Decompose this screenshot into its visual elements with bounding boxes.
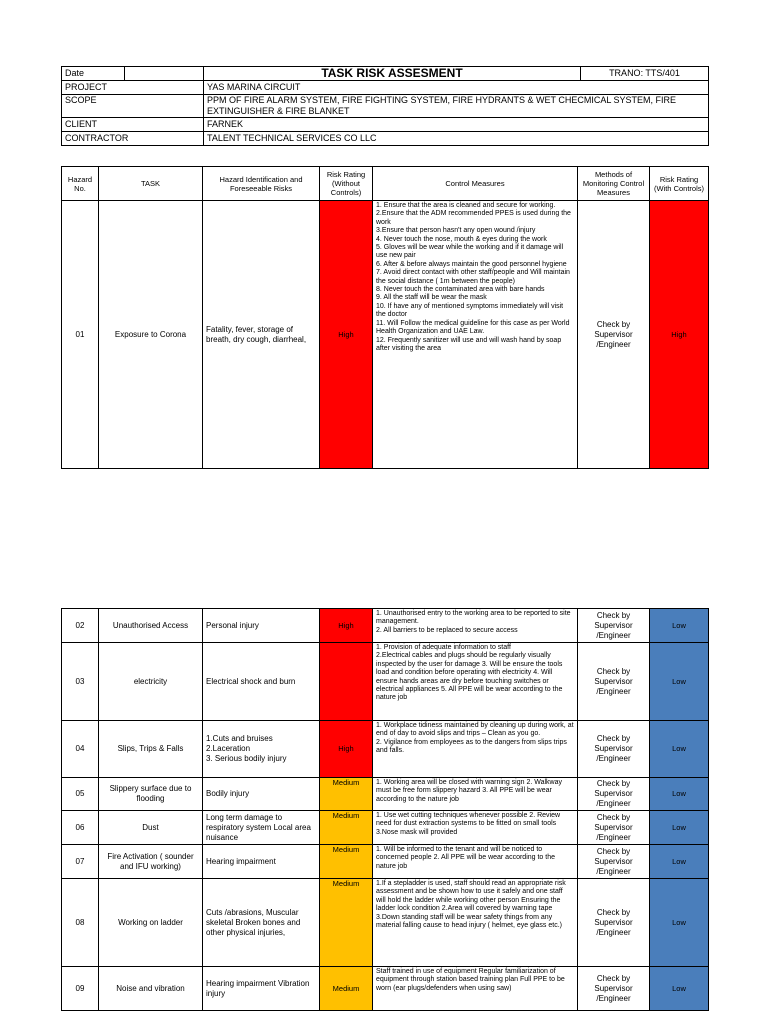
- table-row: [62, 811, 709, 845]
- hazard-no: 03: [62, 643, 99, 721]
- table-row: [62, 845, 709, 879]
- contractor-label: CONTRACTOR: [62, 132, 204, 146]
- col-risk-with: Risk Rating (With Controls): [650, 167, 709, 201]
- table-row: [62, 201, 709, 469]
- table-row: [62, 778, 709, 811]
- risk-without: Medium: [320, 811, 373, 845]
- hazard-no: 05: [62, 778, 99, 811]
- control-measures: 1. Will be informed to the tenant and will be noticed to concerned people 2. All PPE will be wear according to the nature job: [373, 845, 578, 879]
- risk-with: Low: [650, 967, 709, 1011]
- document-title: TASK RISK ASSESMENT: [204, 67, 581, 81]
- scope-value: PPM OF FIRE ALARM SYSTEM, FIRE FIGHTING SYSTEM, FIRE HYDRANTS & WET CHECMICAL SYSTEM, FIRE EXTINGUISHER & FIRE BLANKET: [204, 95, 709, 118]
- col-task: TASK: [99, 167, 203, 201]
- col-hazard-no: Hazard No.: [62, 167, 99, 201]
- hazard: 1.Cuts and bruises 2.Laceration 3. Serious bodily injury: [203, 721, 320, 778]
- hazard: Fatality, fever, storage of breath, dry cough, diarrheal,: [203, 201, 320, 469]
- methods: Check by Supervisor /Engineer: [578, 201, 650, 469]
- hazard-no: 09: [62, 967, 99, 1011]
- col-methods: Methods of Monitoring Control Measures: [578, 167, 650, 201]
- control-measures: 1. Working area will be closed with warning sign 2. Walkway must be free form slippery hazard 3. All PPE will be wear according to the nature job: [373, 778, 578, 811]
- table-row: [62, 721, 709, 778]
- table-row: [62, 609, 709, 643]
- col-risk-without: Risk Rating (Without Controls): [320, 167, 373, 201]
- control-measures: 1. Use wet cutting techniques whenever possible 2. Review need for dust extraction systems to be fitted on small tools 3.Nose mask will provided: [373, 811, 578, 845]
- hazard: Hearing impairment Vibration injury: [203, 967, 320, 1011]
- methods: Check by Supervisor /Engineer: [578, 721, 650, 778]
- hazard-no: 04: [62, 721, 99, 778]
- trano-number: TRANO: TTS/401: [581, 67, 709, 81]
- task: Slippery surface due to flooding: [99, 778, 203, 811]
- hazard: Electrical shock and burn: [203, 643, 320, 721]
- task: Slips, Trips & Falls: [99, 721, 203, 778]
- risk-without: Medium: [320, 845, 373, 879]
- risk-without: High: [320, 609, 373, 643]
- control-measures: Staff trained in use of equipment Regular familiarization of equipment through station based training plan Full PPE to be worn (ear plugs/defenders when using saw): [373, 967, 578, 1011]
- risk-with: Low: [650, 721, 709, 778]
- hazard-no: 06: [62, 811, 99, 845]
- hazard-no: 01: [62, 201, 99, 469]
- hazard: Hearing impairment: [203, 845, 320, 879]
- hazard-no: 07: [62, 845, 99, 879]
- date-label: Date: [62, 67, 125, 81]
- task: Noise and vibration: [99, 967, 203, 1011]
- control-measures: 1. Unauthorised entry to the working area to be reported to site management. 2. All barriers to be replaced to secure access: [373, 609, 578, 643]
- contractor-value: TALENT TECHNICAL SERVICES CO LLC: [204, 132, 709, 146]
- control-measures: 1. Ensure that the area is cleaned and secure for working. 2.Ensure that the ADM recommended PPES is used during the work 3.Ensure that person hasn't any open wound /injury 4. Never touch the nose, mouth & eyes during the work 5. Gloves will be wear while the working and if it damage will use new pair 6. After & before always maintain the good personnel hygiene 7. Avoid direct contact with other staff/people and Will maintain the social distance ( 1m between the people) 8. Never touch the contaminated area with bare hands 9. All the staff will be wear the mask 10. If have any of mentioned symptoms immediately will visit the doctor 11. Will Follow the medical guideline for this case as per World Health Organization and UAE Law. 12. Frequently sanitizer will use and will wash hand by soap after visiting the area: [373, 201, 578, 469]
- project-value: YAS MARINA CIRCUIT: [204, 81, 709, 95]
- methods: Check by Supervisor /Engineer: [578, 643, 650, 721]
- hazard: Personal injury: [203, 609, 320, 643]
- risk-with: High: [650, 201, 709, 469]
- hazard: Cuts /abrasions, Muscular skeletal Broken bones and other physical injuries,: [203, 879, 320, 967]
- control-measures: 1.If a stepladder is used, staff should read an appropriate risk assessment and be shown how to use it safely and one staff will hold the ladder while working other person Ensuring the ladder lock condition 2.Area will covered by warning tape 3.Down standing staff will be wear safety things from any material falling cause to head injury ( helmet, eye glass etc.): [373, 879, 578, 967]
- table-row: [62, 643, 709, 721]
- col-control: Control Measures: [373, 167, 578, 201]
- hazard: Long term damage to respiratory system Local area nuisance: [203, 811, 320, 845]
- task: electricity: [99, 643, 203, 721]
- risk-without: Medium: [320, 967, 373, 1011]
- hazard-no: 02: [62, 609, 99, 643]
- control-measures: 1. Workplace tidiness maintained by cleaning up during work, at end of day to avoid slips and trips – Clean as you go. 2. Vigilance from employees as to the dangers from slips trips and falls.: [373, 721, 578, 778]
- methods: Check by Supervisor /Engineer: [578, 845, 650, 879]
- task: Unauthorised Access: [99, 609, 203, 643]
- client-label: CLIENT: [62, 118, 204, 132]
- risk-with: Low: [650, 609, 709, 643]
- hazard-no: 08: [62, 879, 99, 967]
- risk-with: Low: [650, 845, 709, 879]
- task: Working on ladder: [99, 879, 203, 967]
- header-table: [61, 66, 709, 146]
- control-measures: 1. Provision of adequate information to staff 2.Electrical cables and plugs should be regularly visually inspected by the user for damage 3. Will be ensure the tools load and condition before operating with electricity 4. Will ensure hands areas are dry before touching switches or electrical appliances 5. All PPE will be wear according to the nature job: [373, 643, 578, 721]
- table-row: [62, 879, 709, 967]
- client-value: FARNEK: [204, 118, 709, 132]
- methods: Check by Supervisor /Engineer: [578, 811, 650, 845]
- hazard: Bodily injury: [203, 778, 320, 811]
- project-label: PROJECT: [62, 81, 204, 95]
- risk-table-part1: [61, 166, 709, 469]
- col-hazard: Hazard Identification and Foreseeable Risks: [203, 167, 320, 201]
- task: Fire Activation ( sounder and IFU working): [99, 845, 203, 879]
- methods: Check by Supervisor /Engineer: [578, 778, 650, 811]
- risk-without: Medium: [320, 778, 373, 811]
- risk-without: High: [320, 201, 373, 469]
- risk-with: Low: [650, 643, 709, 721]
- risk-with: Low: [650, 879, 709, 967]
- task: Dust: [99, 811, 203, 845]
- methods: Check by Supervisor /Engineer: [578, 967, 650, 1011]
- table-row: [62, 967, 709, 1011]
- risk-without: High: [320, 721, 373, 778]
- methods: Check by Supervisor /Engineer: [578, 879, 650, 967]
- risk-without: Medium: [320, 879, 373, 967]
- methods: Check by Supervisor /Engineer: [578, 609, 650, 643]
- task: Exposure to Corona: [99, 201, 203, 469]
- date-value: [125, 67, 204, 81]
- scope-label: SCOPE: [62, 95, 204, 118]
- risk-with: Low: [650, 811, 709, 845]
- risk-table-part2: [61, 608, 709, 1011]
- risk-with: Low: [650, 778, 709, 811]
- risk-without: [320, 643, 373, 721]
